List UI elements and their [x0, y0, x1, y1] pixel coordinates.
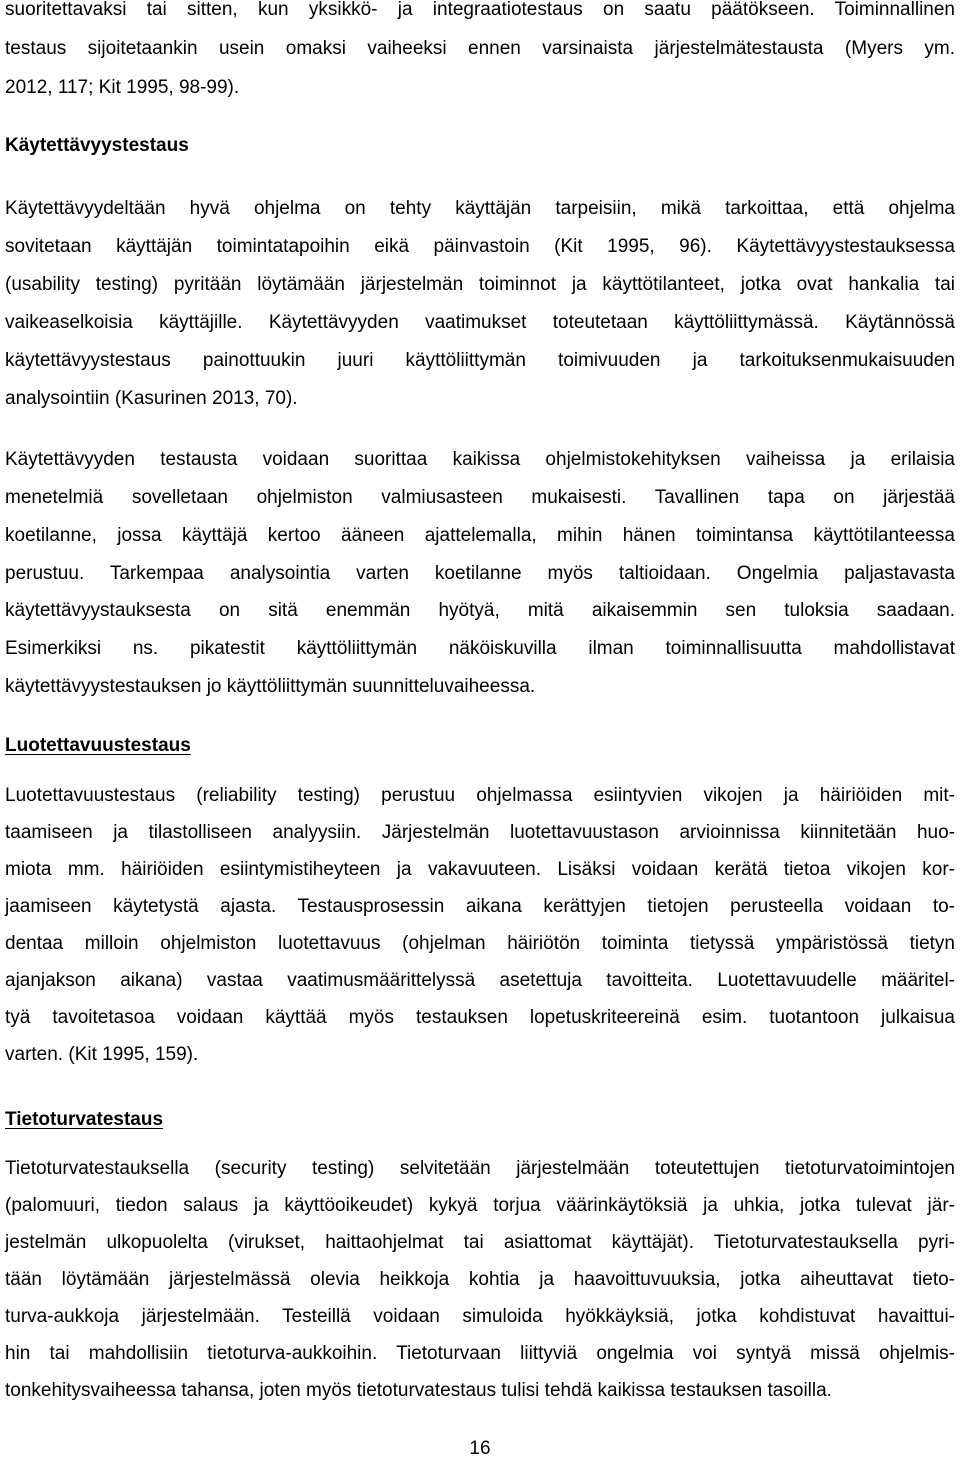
- text-line: Käytettävyydeltään hyvä ohjelma on tehty käyttäjän tarpeisiin, mikä tarkoittaa, että ohjelma: [5, 198, 955, 219]
- text-line: ajanjakson aikana) vastaa vaatimusmäärittelyssä asetettuja tavoitteita. Luotettavuudelle määritel-: [5, 970, 955, 991]
- text-line: Käytettävyyden testausta voidaan suorittaa kaikissa ohjelmistokehityksen vaiheissa ja erilaisia: [5, 449, 955, 470]
- text-line: (palomuuri, tiedon salaus ja käyttöoikeudet) kykyä torjua väärinkäytöksiä ja uhkia, jotka tulevat jär-: [5, 1195, 955, 1216]
- text-line: analysointiin (Kasurinen 2013, 70).: [5, 388, 298, 409]
- text-line: jestelmän ulkopuolelta (virukset, haittaohjelmat tai asiattomat käyttäjät). Tietoturvatestauksella pyri-: [5, 1232, 955, 1253]
- section-heading: Tietoturvatestaus: [5, 1109, 164, 1130]
- text-line: dentaa milloin ohjelmiston luotettavuus (ohjelman häiriötön toiminta tietyssä ympäristössä tietyn: [5, 933, 955, 954]
- text-line: tään löytämään järjestelmässä olevia heikkoja kohtia ja haavoittuvuuksia, jotka aiheuttavat tieto-: [5, 1269, 955, 1290]
- text-line: (usability testing) pyritään löytämään järjestelmän toiminnot ja käyttötilanteet, jotka ovat hankalia tai: [5, 274, 955, 295]
- text-line: vaikeaselkoisia käyttäjille. Käytettävyyden vaatimukset toteutetaan käyttöliittymässä. Käytännössä: [5, 312, 955, 333]
- text-line: perustuu. Tarkempaa analysointia varten koetilanne myös taltioidaan. Ongelmia paljastavasta: [5, 563, 955, 584]
- text-line: 2012, 117; Kit 1995, 98-99).: [5, 77, 240, 98]
- text-line: Luotettavuustestaus (reliability testing) perustuu ohjelmassa esiintyvien vikojen ja häiriöiden mit-: [5, 785, 955, 806]
- text-line: taamiseen ja tilastolliseen analyysiin. Järjestelmän luotettavuustason arvioinnissa kiinnitetään huo-: [5, 822, 955, 843]
- text-line: Esimerkiksi ns. pikatestit käyttöliittymän näköiskuvilla ilman toiminnallisuutta mahdollistavat: [5, 638, 955, 659]
- text-line: turva-aukkoja järjestelmään. Testeillä voidaan simuloida hyökkäyksiä, jotka kohdistuvat havaittui-: [5, 1306, 955, 1327]
- text-line: käytettävyystestaus painottuukin juuri käyttöliittymän toimivuuden ja tarkoituksenmukaisuuden: [5, 350, 955, 371]
- text-line: menetelmiä sovelletaan ohjelmiston valmiusasteen mukaisesti. Tavallinen tapa on järjestää: [5, 487, 955, 508]
- text-line: hin tai mahdollisiin tietoturva-aukkoihin. Tietoturvaan liittyviä ongelmia voi syntyä missä ohjelmis-: [5, 1343, 955, 1364]
- text-line: testaus sijoitetaankin usein omaksi vaiheeksi ennen varsinaista järjestelmätestausta (Myers ym.: [5, 38, 955, 59]
- text-line: miota mm. häiriöiden esiintymistiheyteen ja vakavuuteen. Lisäksi voidaan kerätä tietoa vikojen kor-: [5, 859, 955, 880]
- text-line: jaamiseen käytetystä ajasta. Testausprosessin aikana kerättyjen tietojen perusteella voidaan to-: [5, 896, 955, 917]
- text-line: sovitetaan käyttäjän toimintatapoihin eikä päinvastoin (Kit 1995, 96). Käytettävyystestauksessa: [5, 236, 955, 257]
- section-heading: Käytettävyystestaus: [5, 135, 189, 156]
- text-line: Tietoturvatestauksella (security testing) selvitetään järjestelmään toteutettujen tietoturvatoimintojen: [5, 1158, 955, 1179]
- text-line: varten. (Kit 1995, 159).: [5, 1044, 199, 1065]
- text-line: käytettävyystauksesta on sitä enemmän hyötyä, mitä aikaisemmin sen tuloksia saadaan.: [5, 600, 955, 621]
- text-line: käytettävyystestauksen jo käyttöliittymän suunnitteluvaiheessa.: [5, 676, 536, 697]
- text-line: tonkehitysvaiheessa tahansa, joten myös tietoturvatestaus tulisi tehdä kaikissa testauksen tasoilla.: [5, 1380, 832, 1401]
- text-line: tyä tavoitetasoa voidaan käyttää myös testauksen lopetuskriteereinä esim. tuotantoon julkaisua: [5, 1007, 955, 1028]
- text-line: suoritettavaksi tai sitten, kun yksikkö- ja integraatiotestaus on saatu päätökseen. Toiminnallinen: [5, 0, 955, 20]
- text-line: koetilanne, jossa käyttäjä kertoo ääneen ajattelemalla, mihin hänen toimintansa käyttötilanteessa: [5, 525, 955, 546]
- section-heading: Luotettavuustestaus: [5, 735, 191, 756]
- page-number: 16: [469, 1438, 491, 1459]
